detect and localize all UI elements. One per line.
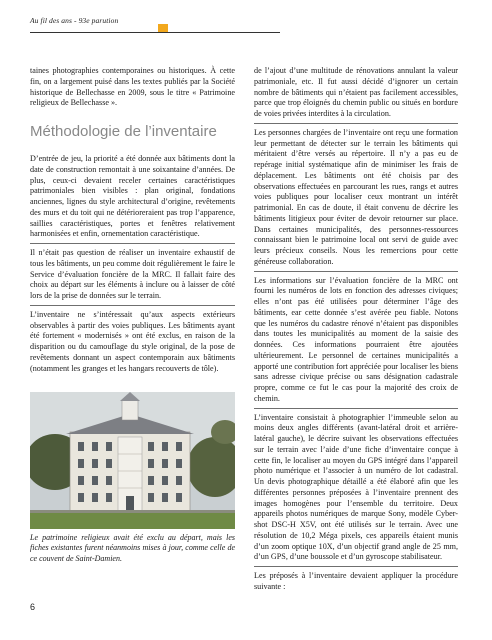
- page-number: 6: [30, 602, 36, 612]
- paragraph-separator: [254, 408, 458, 409]
- header-title: Au fil des ans - 93e parution: [30, 16, 119, 25]
- left-paragraph-2: D’entrée de jeu, la priorité a été donnée aux bâtiments dont la date de construction remontait à une soixantaine d’années. De plus, ceux-ci devaient receler certaines caractéristiques patrimoniales bien visibles : plan original, fondations anciennes, lignes du style architectural d’origine, revêtements des murs et du toit qui ne détérioreraient pas trop l’apparence, saillies caractéristiques, portes et fenêtres relativement harmonisées et enfin, ornementation caractéristique.: [30, 154, 235, 239]
- left-paragraph-1: taines photographies contemporaines ou historiques. À cette fin, on a largement puisé dans les textes publiés par la Société historique de Bellechasse en 2009, sous le titre « Patrimoine religieux de Bellechasse ».: [30, 66, 235, 108]
- right-column: [254, 66, 458, 593]
- photo-caption: Le patrimoine religieux avait été exclu au départ, mais les fiches existantes furent néanmoins mises à jour, comme celle de ce couvent de Saint-Damien.: [30, 533, 235, 563]
- right-paragraph-3: Les informations sur l’évaluation foncière de la MRC ont fourni les numéros de lots en fonction des adresses civiques; elles n’ont pas été utilisées pour déterminer l’âge des bâtiments, ear cette donnée s’est avérée peu fiable. Notons que les numéros du cadastre rénové n’étaient pas disponibles dans toutes les municipalités au moment de la saisie des données. Ces informations pourraient être ajoutées ultérieurement. Le personnel de certaines municipalités a apporté une contribution fort appréciée pour localiser les biens sans adresse civique précise ou sans désignation cadastrale propre, comme ce fut le cas pour la majorité des croix de chemin.: [254, 275, 458, 403]
- paragraph-separator: [30, 305, 235, 306]
- paragraph-separator: [254, 566, 458, 567]
- right-paragraph-2: Les personnes chargées de l’inventaire ont reçu une formation leur permettant de détecter sur le terrain les bâtiments qui méritaient d’être versés au répertoire. Il n’y a pas eu de repérage initial systématique afin de minimiser les frais de déplacement. Les bâtiments ont été choisis par des observations effectuées en parcourant les rues, rangs et autres voies publiques pour localiser ceux montrant un intérêt patrimonial. En cas de doute, il était convenu de décrire les bâtiments litigieux pour éviter de devoir retourner sur place. Dans certaines municipalités, des personnes-ressources connaissant bien le patrimoine local ont servi de guide avec leurs précieux conseils. Nous les remercions pour cette généreuse collaboration.: [254, 127, 458, 266]
- paragraph-separator: [254, 123, 458, 124]
- paragraph-separator: [30, 243, 235, 244]
- right-paragraph-4: L’inventaire consistait à photographier l’immeuble selon au moins deux angles différents (avant-latéral droit et arrière-latéral gauche), le décrire suivant les observations effectuées sur le terrain avec l’aide d’une fiche d’inventaire conçue à cette fin, le localiser au moyen du GPS intégré dans l’appareil photo numérique et l’associer à un numéro de lot cadastral. Un devis photographique détaillé a été élaboré afin que les différentes personnes préposées à l’inventaire prennent des images homogènes pour l’ensemble du territoire. Deux appareils photos numériques de marque Sony, modèle Cyber-shot DSC-H X5V, ont été utilisés sur le terrain. Avec une résolution de 10,2 Méga pixels, ces appareils étaient munis d’un zoom optique 10X, d’un objectif grand angle de 25 mm, d’un GPS, d’une boussole et d’un gyroscope stabilisateur.: [254, 412, 458, 562]
- convent-illustration: [30, 392, 235, 529]
- left-paragraph-4: L’inventaire ne s’intéressait qu’aux aspects extérieurs observables à partir des voies publiques. Les bâtiments ayant été fortement « modernisés » ont été exclus, en raison de la disparition ou du camouflage du style original, de la pose de revêtements donnant un aspect contemporain aux bâtiments (notamment les granges et les hangars recouverts de tôle).: [30, 309, 235, 373]
- running-header: [30, 16, 280, 36]
- paragraph-separator: [254, 271, 458, 272]
- left-paragraph-3: Il n’était pas question de réaliser un inventaire exhaustif de tous les bâtiments, un peu comme doit régulièrement le faire le Service d’évaluation foncière de la MRC. Il fallait faire des choix au départ sur les éléments à inclure ou à laisser de côté lors de la prise de données sur le terrain.: [30, 248, 235, 300]
- right-paragraph-5: Les préposés à l’inventaire devaient appliquer la procédure suivante :: [254, 571, 458, 591]
- left-column: [30, 66, 235, 374]
- section-heading: Méthodologie de l’inventaire: [30, 123, 217, 140]
- convent-photo: [30, 392, 235, 529]
- right-paragraph-1: de l’ajout d’une multitude de rénovations annulant la valeur patrimoniale, etc. Il fut aussi décidé d’ignorer un certain nombre de bâtiments qui n’étaient pas facilement accessibles, parce que trop éloignés du chemin public ou situés en bordure de voies privées interdites à la circulation.: [254, 66, 458, 118]
- header-rule: [30, 32, 280, 33]
